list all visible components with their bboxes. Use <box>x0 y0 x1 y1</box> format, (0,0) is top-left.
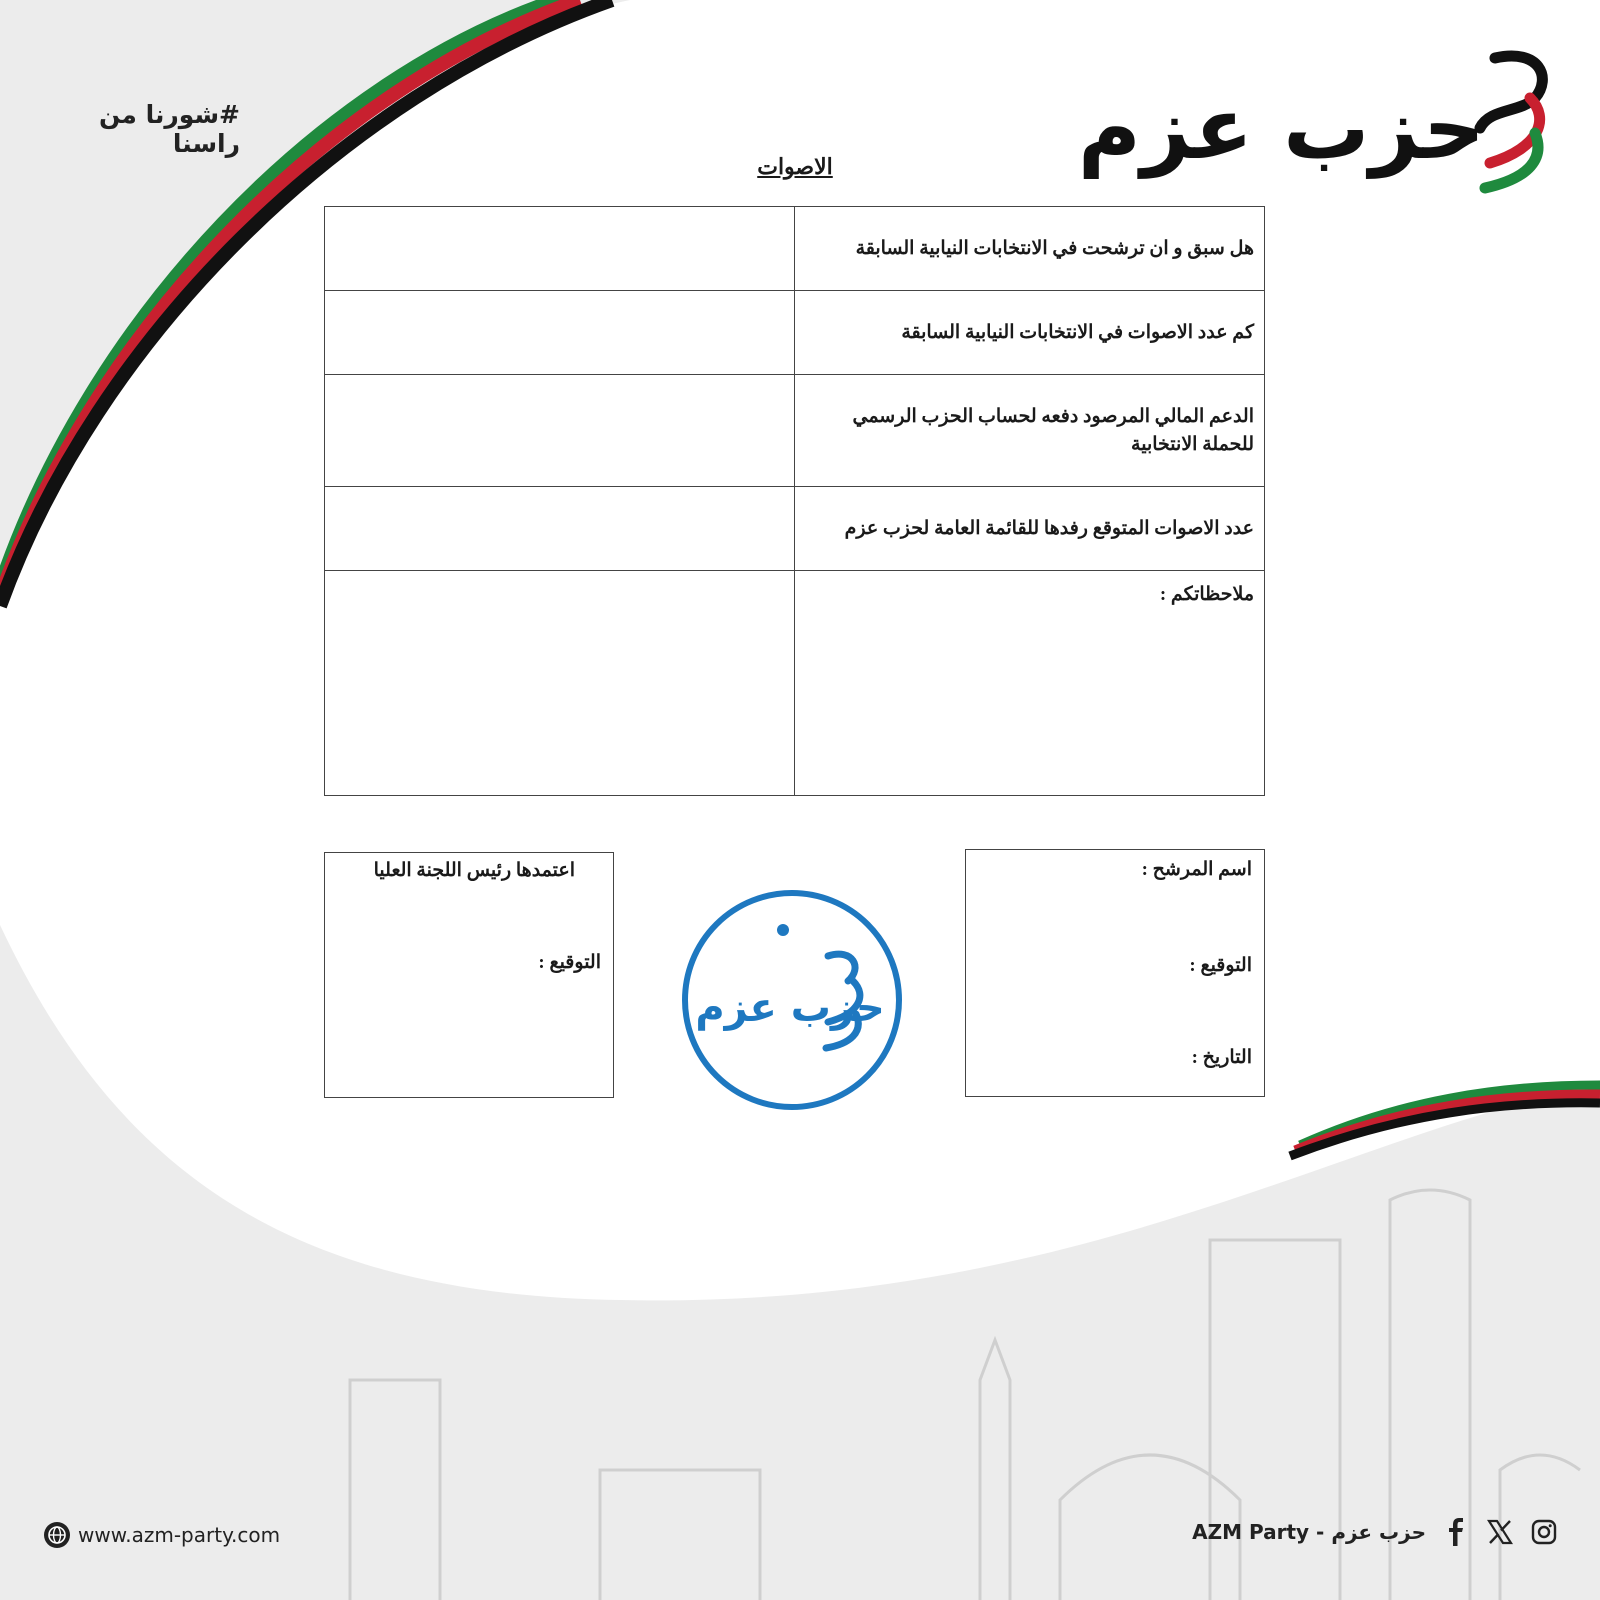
approval-signature-label: التوقيع : <box>538 952 601 973</box>
question-previous-candidacy: هل سبق و ان ترشحت في الانتخابات النيابية السابقة <box>794 207 1264 291</box>
table-row <box>325 375 1265 487</box>
party-stamp <box>678 886 906 1114</box>
globe-icon <box>44 1522 70 1548</box>
stamp-text: حزب عزم <box>695 985 885 1031</box>
document-title: الاصوات <box>757 154 833 179</box>
logo-wing-icon <box>1480 56 1542 188</box>
notes-label: ملاحظاتكم : <box>794 571 1264 796</box>
table-row <box>325 207 1265 291</box>
candidate-name-label: اسم المرشح : <box>1141 859 1252 880</box>
answer-previous-votes[interactable] <box>325 291 795 375</box>
table-row <box>325 291 1265 375</box>
notes-field[interactable] <box>325 571 795 796</box>
answer-expected-votes[interactable] <box>325 487 795 571</box>
azm-party-logo <box>1077 38 1560 198</box>
candidate-date-label: التاريخ : <box>1191 1047 1252 1068</box>
approved-by-label: اعتمدها رئيس اللجنة العليا <box>373 860 575 881</box>
social-footer <box>1192 1518 1558 1546</box>
facebook-icon[interactable] <box>1442 1518 1470 1546</box>
website-url: www.azm-party.com <box>78 1523 281 1547</box>
campaign-hashtag: #شورنا من راسنا <box>98 100 240 158</box>
candidate-votes-form <box>324 206 1265 796</box>
answer-financial-support[interactable] <box>325 375 795 487</box>
candidate-signature-label: التوقيع : <box>1189 955 1252 976</box>
party-name: AZM Party - حزب عزم <box>1192 1520 1426 1544</box>
question-expected-votes: عدد الاصوات المتوقع رفدها للقائمة العامة لحزب عزم <box>794 487 1264 571</box>
table-row <box>325 571 1265 796</box>
x-icon[interactable] <box>1486 1518 1514 1546</box>
question-financial-support: الدعم المالي المرصود دفعه لحساب الحزب الرسمي للحملة الانتخابية <box>794 375 1264 487</box>
question-previous-votes: كم عدد الاصوات في الانتخابات النيابية السابقة <box>794 291 1264 375</box>
logo-wordmark: حزب عزم <box>1077 79 1485 179</box>
candidate-box <box>965 849 1265 1097</box>
stamp-map-icon <box>777 924 789 936</box>
table-row <box>325 487 1265 571</box>
instagram-icon[interactable] <box>1530 1518 1558 1546</box>
website-link[interactable] <box>44 1522 280 1548</box>
approval-box <box>324 852 614 1098</box>
answer-previous-candidacy[interactable] <box>325 207 795 291</box>
